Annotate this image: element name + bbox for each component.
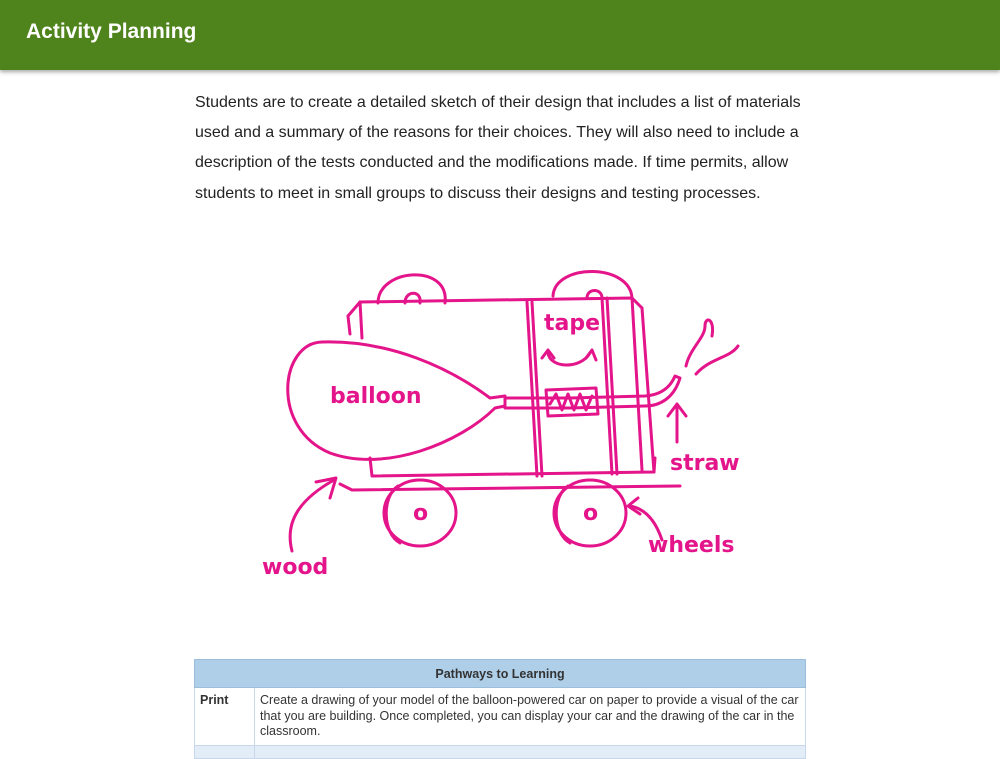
sketch-air-2 bbox=[696, 346, 738, 374]
pathways-table bbox=[194, 659, 806, 759]
sketch-tape-arrow-right bbox=[586, 350, 596, 360]
row-label-print: Print bbox=[195, 688, 255, 746]
row-text-print: Create a drawing of your model of the balloon-powered car on paper to provide a visual of the car that you are building. Once completed, you can display your car and the drawing of the car in the classroom. bbox=[255, 688, 806, 746]
sketch-box-top-back bbox=[348, 302, 360, 316]
sketch-label-straw: straw bbox=[670, 451, 740, 476]
page-title: Activity Planning bbox=[26, 20, 197, 43]
sketch-box-right bbox=[632, 298, 642, 470]
sketch-box-frontedge bbox=[348, 316, 350, 334]
sketch-label-wheels: wheels bbox=[648, 533, 735, 558]
sketch-top-wheel-left bbox=[378, 275, 445, 303]
sketch-label-balloon: balloon bbox=[330, 384, 422, 409]
sketch-air-1 bbox=[686, 320, 713, 366]
row-text-next bbox=[255, 745, 806, 758]
sketch-wood-base bbox=[340, 484, 680, 490]
app-header bbox=[0, 0, 1000, 70]
sketch-wheel-back-hub: o bbox=[583, 501, 599, 526]
sketch-top-wheel-right bbox=[553, 271, 632, 298]
sketch-box-top bbox=[360, 298, 642, 308]
sketch-box-right-side bbox=[642, 308, 654, 472]
pathways-table-header: Pathways to Learning bbox=[195, 660, 806, 688]
sketch-wood-arrow bbox=[290, 480, 334, 551]
row-label-next bbox=[195, 745, 255, 758]
balloon-car-sketch bbox=[250, 258, 750, 588]
sketch-top-wheel-right-hub bbox=[587, 291, 602, 299]
activity-description: Students are to create a detailed sketch of their design that includes a list of materials used and a summary of the reasons for their choices. They will also need to include a description of the tests conducted and the modifications made. If time permits, allow students to meet in small groups to discuss their designs and testing processes. bbox=[195, 94, 801, 202]
sketch-label-tape: tape bbox=[544, 311, 601, 336]
table-row bbox=[195, 688, 806, 746]
sketch-label-wood: wood bbox=[262, 555, 329, 580]
sketch-wheel-front-hub: o bbox=[413, 501, 429, 526]
table-row bbox=[195, 745, 806, 758]
sketch-box-front bbox=[360, 302, 362, 338]
